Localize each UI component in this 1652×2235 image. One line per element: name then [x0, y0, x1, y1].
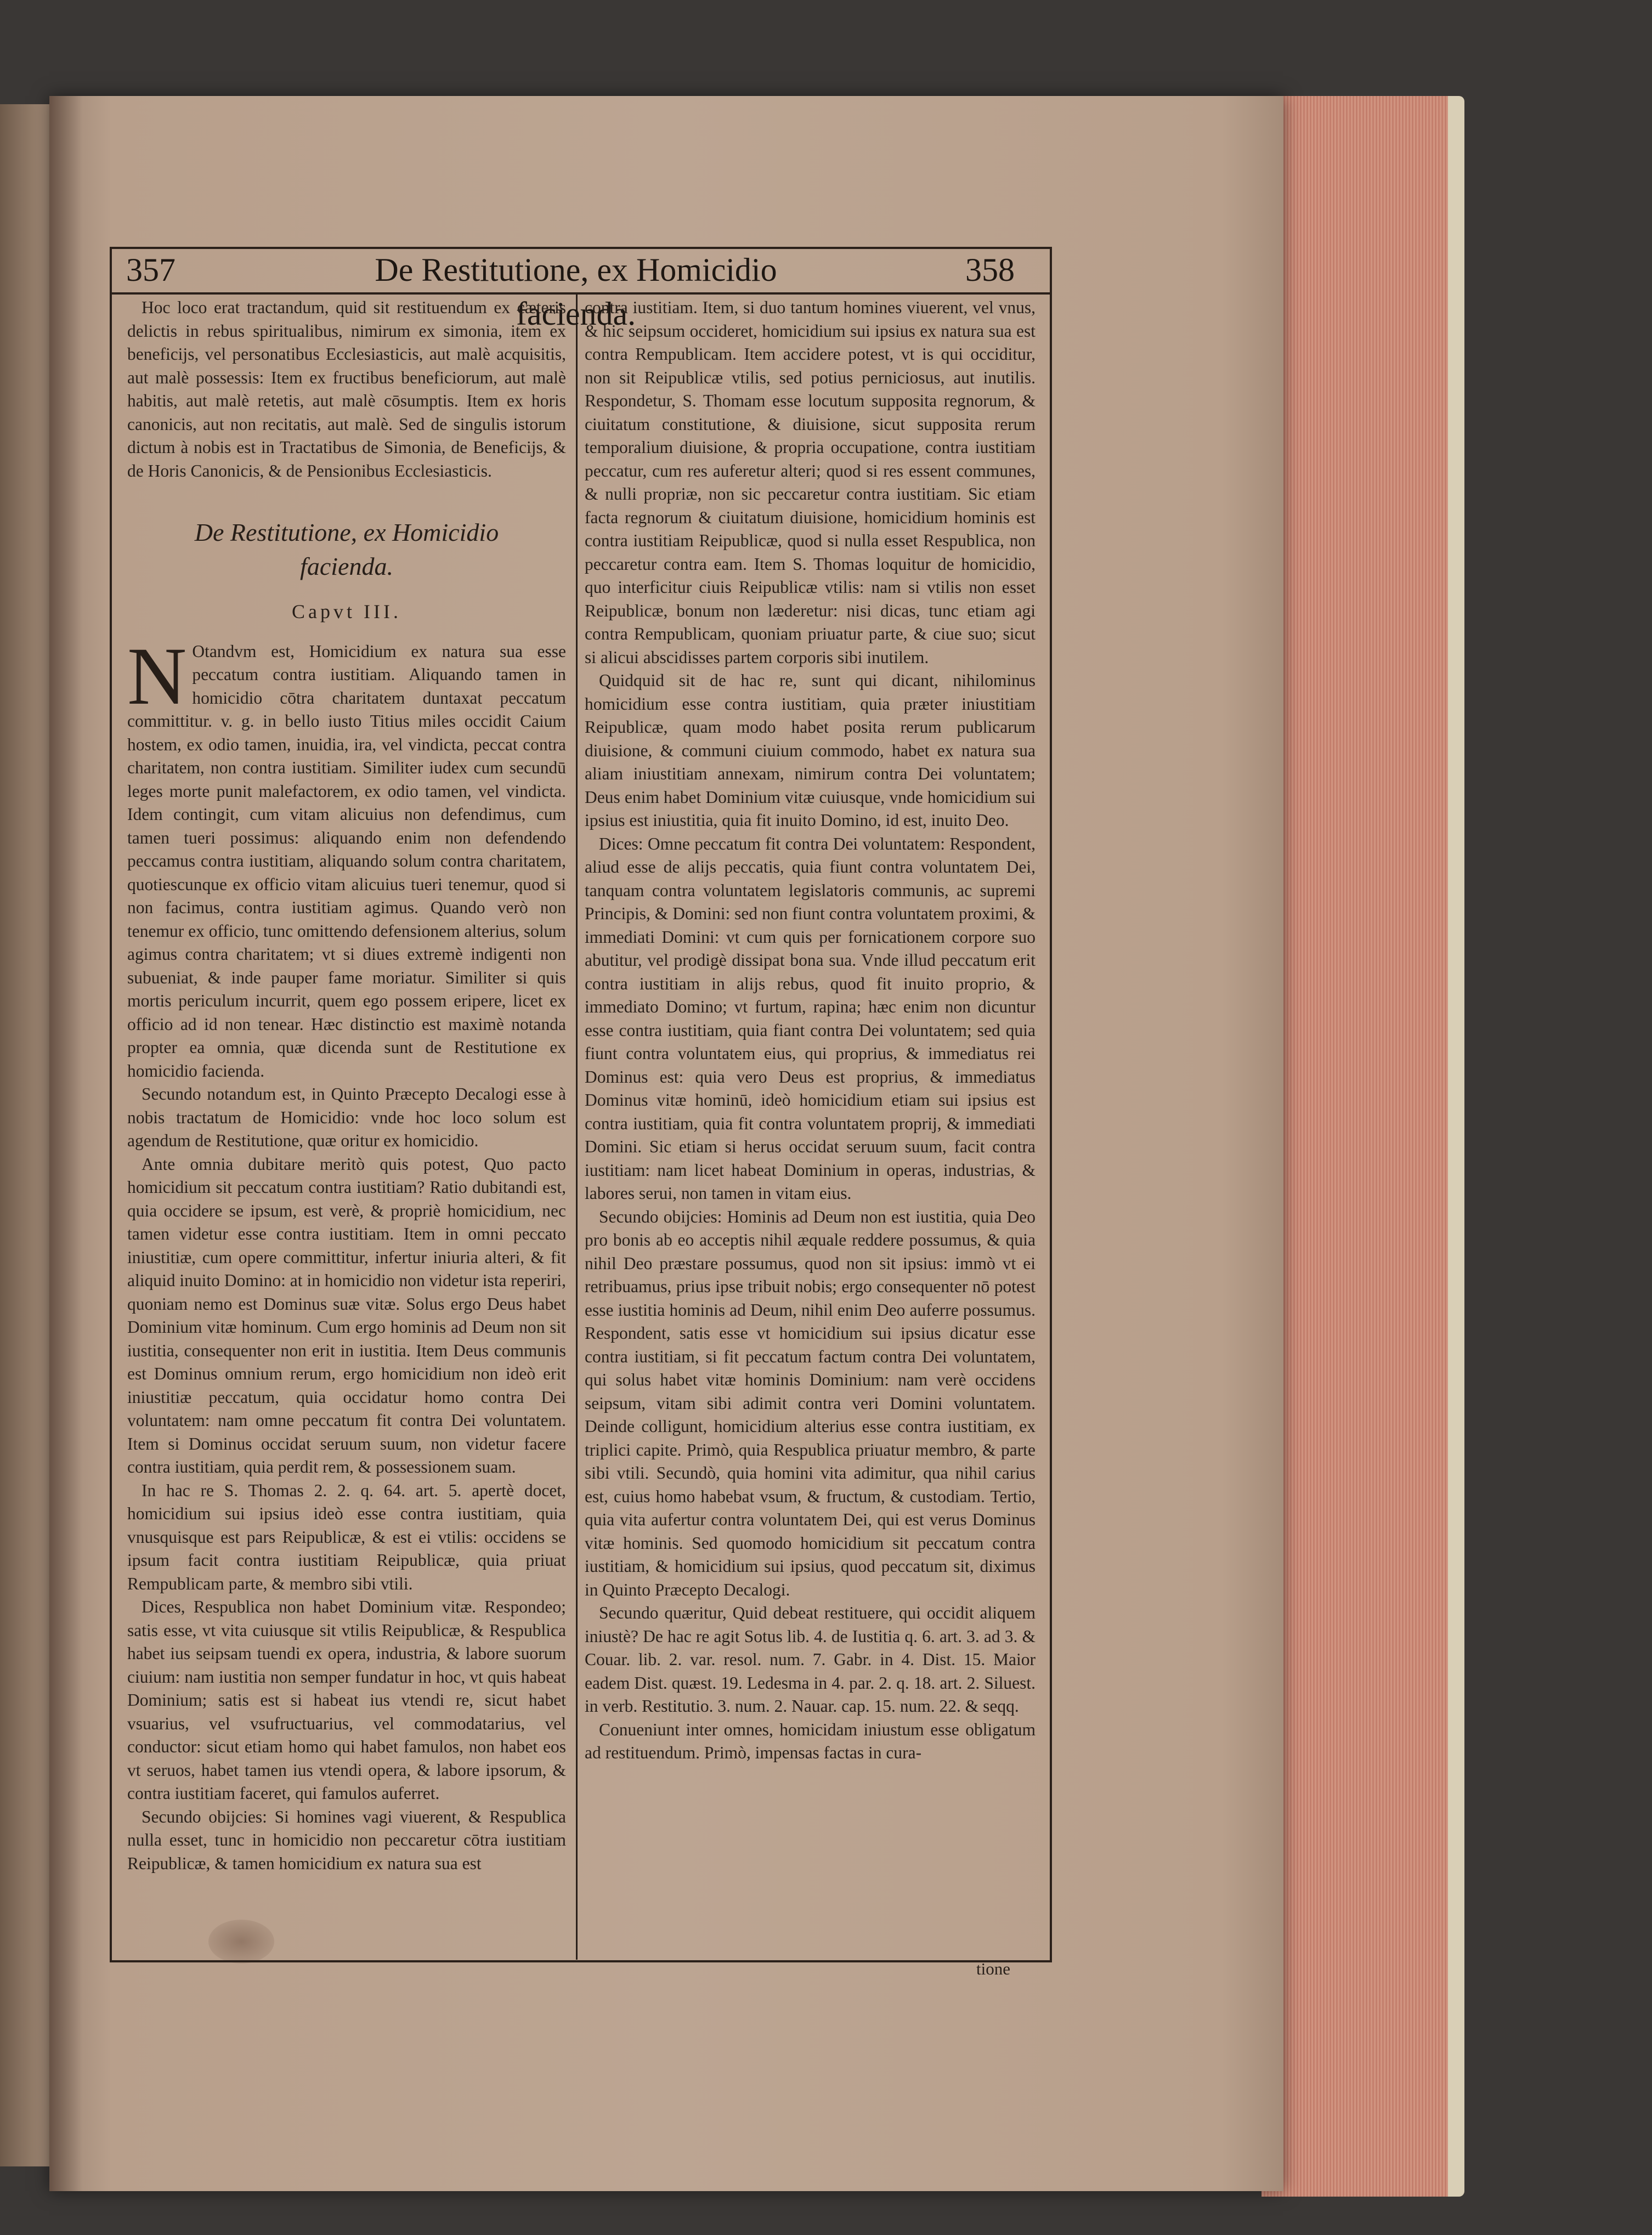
drop-cap: N: [127, 630, 187, 722]
right-column: [585, 296, 1036, 1953]
paragraph: Secundo quæritur, Quid debeat restituere, qui occidit aliquem iniustè? De hac re agit Sotus lib. 4. de Iustitia q. 6. art. 3. ad 3. & Couar. lib. 2. var. resol. num. 7. Gabr. in 4. Dist. 15. Maior eadem Dist. quæst. 19. Ledesma in 4. par. 2. q. 18. art. 2. Siluest. in verb. Restitutio. 3. num. 2. Nauar. cap. 15. num. 22. & seqq.: [585, 1603, 1036, 1716]
section-title: De Restitutione, ex Homicidio facienda.: [194, 518, 499, 580]
chapter-heading: Capvt III.: [292, 601, 401, 623]
catchword: tione: [976, 1959, 1010, 1978]
page-number-right: 358: [965, 252, 1015, 288]
paragraph: Secundo obijcies: Hominis ad Deum non est iustitia, quia Deo pro bonis ab eo acceptis nihil æquale reddere possumus, & quia nihil Deo præstare possumus, quod non sit ipsius: immò vt ei retribuamus, prius ipse tribuit nobis; ergo consequenter nō potest esse iustitia hominis ad Deum, nihil enim Deo auferre possumus. Respondent, satis esse vt homicidium sui ipsius dicatur esse contra iustitiam, si fit peccatum factum contra Dei voluntatem, qui solus habet vitæ hominis Dominium: nam verè occidens seipsum, vitam sibi adimit contra veri Domini voluntatem. Deinde colligunt, homicidium alterius esse contra iustitiam, ex triplici capite. Primò, quia Respublica priuatur membro, & parte sibi vtili. Secundò, quia homini vita adimitur, qua nihil carius est, cuius homo habebat vsum, & fructum, & custodiam. Tertio, quia vita aufertur contra voluntatem Dei, qui est verus Dominus vitæ hominis. Sed quomodo homicidium sit peccatum contra iustitiam, & homicidium sui ipsius, quod peccatum sit, diximus in Quinto Præcepto Decalogi.: [585, 1207, 1036, 1599]
intro-paragraph: Hoc loco erat tractandum, quid sit restituendum ex cæteris delictis in rebus spiritualibus, nimirum ex simonia, item ex beneficijs, vel personatibus Ecclesiasticis, aut malè acquisitis, aut malè possessis: Item ex fructibus beneficiorum, aut malè habitis, aut malè retetis, aut malè cōsumptis. Item ex horis canonicis, aut non recitatis, aut malè. Sed de singulis istorum dictum à nobis est in Tractatibus de Simonia, de Beneficijs, & de Horis Canonicis, & de Pensionibus Ecclesiasticis.: [127, 298, 566, 480]
paragraph: contra iustitiam. Item, si duo tantum homines viuerent, vel vnus, & hic seipsum occideret, homicidium sui ipsius ex natura sua est contra Rempublicam. Item accidere potest, vt is qui occiditur, non sit Reipublicæ vtilis, sed potius perniciosus, aut inutilis. Respondetur, S. Thomam esse locutum supposita regnorum, & ciuitatum constitutione, & diuisione, sicut supposita rerum temporalium diuisione, & propria occupatione, contra iustitiam peccatur, cum res auferetur alteri; quod si res essent communes, & nulli propriæ, non sic peccaretur contra iustitiam. Sic etiam facta regnorum & ciuitatum diuisione, homicidium hominis est contra iustitiam Reipublicæ, quod si nulla esset Respublica, non peccaretur contra eam. Item S. Thomas loquitur de homicidio, quo interficitur ciuis Reipublicæ vtilis: nam si vtilis non esset Reipublicæ, bonum non læderetur: nisi dicas, tunc etiam agi contra Rempublicam, quoniam priuatur parte, & ciue suo; sicut si alicui abscidisses partem corporis sibi inutilem.: [585, 298, 1036, 667]
page-number-left: 357: [126, 252, 176, 288]
paragraph: Dices, Respublica non habet Dominium vitæ. Respondeo; satis esse, vt vita cuiusque sit vtilis Reipublicæ, & Respublica habet ius seipsam tuendi ex opera, industria, & labore suorum ciuium: nam iustitia non semper fundatur in hoc, vt quis habeat Dominium; satis est si habeat ius vtendi re, sicut habet vsuarius, vel vsufructuarius, vel commodatarius, vel conductor: sicut etiam homo qui habet famulos, non habet eos vt seruos, habet tamen ius vtendi opera, & labore ipsorum, & contra iustitiam faceret, qui famulos auferret.: [127, 1597, 566, 1803]
page-edges-red: [1261, 96, 1464, 2197]
column-divider: [576, 292, 578, 1960]
running-head: De Restitutione, ex Homicidio facienda.: [375, 252, 777, 332]
paragraph: Dices: Omne peccatum fit contra Dei voluntatem: Respondent, aliud esse de alijs peccatis, quia fiunt contra voluntatem Dei, tanquam contra voluntatem legislatoris communis, ac supremi Principis, & Domini: sed non fiunt contra voluntatem proximi, & immediati Domini: vt cum quis per fornicationem corpore suo abutitur, vel prodigè dissipat bona sua. Vnde illud peccatum erit contra iustitiam in alijs rebus, quod fit inuito proprio, & immediato Domino; vt furtum, rapina; hæc enim non dicuntur esse contra iustitiam, quia fiant contra Dei voluntatem; sed quia fiunt contra voluntatem eius, qui proprius, & immediatus rei Dominus est: quia vero Deus est proprius, & immediatus Dominus vitæ hominū, ideò homicidium etiam sui ipsius est contra iustitiam, quia fit contra voluntatem proprij, & immediati Domini. Sic etiam si herus occidat seruum suum, facit contra iustitiam: nam licet habeat Dominium in operas, industrias, & labores serui, non tamen in vitam eius.: [585, 834, 1036, 1203]
paragraph: Secundo notandum est, in Quinto Præcepto Decalogi esse à nobis tractatum de Homicidio: vnde hoc loco solum est agendum de Restitutione, quæ oritur ex homicidio.: [127, 1084, 566, 1150]
paragraph: Quidquid sit de hac re, sunt qui dicant, nihilominus homicidium esse contra iustitiam, quia præter iniustitiam Reipublicæ, quam modo habet posita rerum publicarum diuisione, & communi ciuium commodo, habet ex natura sua aliam iniustitiam annexam, nimirum contra Dei voluntatem; Deus enim habet Dominium vitæ cuiusque, vnde homicidium sui ipsius est iniustitia, quia fit inuito Domino, id est, inuito Deo.: [585, 671, 1036, 830]
left-column: [127, 296, 566, 1953]
paragraph: Otandvm est, Homicidium ex natura sua esse peccatum contra iustitiam. Aliquando tamen in homicidio cōtra charitatem duntaxat peccatum committitur. v. g. in bello iusto Titius miles occidit Caium hostem, ex odio tamen, inuidia, ira, vel vindicta, peccat contra charitatem, non contra iustitiam. Similiter iudex cum secundū leges morte punit malefactorem, ex odio tamen, vel vindicta. Idem contingit, cum vitam alicuius non defendimus, cum tamen tueri possimus: aliquando enim non defendendo peccamus contra iustitiam, aliquando solum contra charitatem, quotiescunque ex officio vitam alicuius tueri tenemur, quod si non facimus, contra iustitiam agimus. Quando verò non tenemur ex officio, tunc omittendo defensionem alterius, solum agimus contra charitatem; vt si diues extremè indigenti non subueniat, & inde pauper fame moriatur. Similiter si quis mortis periculum incurrit, quem ego possem eripere, licet ex officio ad id non tenear. Hæc distinctio est maximè notanda propter ea omnia, quæ dicenda sunt de Restitutione ex homicidio facienda.: [127, 641, 566, 1080]
paragraph: Secundo obijcies: Si homines vagi viuerent, & Respublica nulla esset, tunc in homicidio non peccaretur cōtra iustitiam Reipublicæ, & tamen homicidium ex natura sua est: [127, 1807, 566, 1873]
spine-shadow: [49, 96, 82, 2191]
paragraph: Conueniunt inter omnes, homicidam iniustum esse obligatum ad restituendum. Primò, impensas factas in cura-: [585, 1719, 1036, 1762]
paragraph: In hac re S. Thomas 2. 2. q. 64. art. 5. apertè docet, homicidium sui ipsius ideò esse contra iustitiam, quia vnusquisque est pars Reipublicæ, & est ei vtilis: occidens se ipsum facit contra iustitiam Reipublicæ, quia priuat Rempublicam parte, & membro sibi vtili.: [127, 1480, 566, 1593]
paragraph: Ante omnia dubitare meritò quis potest, Quo pacto homicidium sit peccatum contra iustitiam? Ratio dubitandi est, quia occidere se ipsum, est verè, & propriè homicidium, nec tamen videtur esse contra iustitiam. Item in omni peccato iniustitiæ, cum opere committitur, infertur iniuria alteri, & fit aliquid inuito Domino: at in homicidio non videtur ista reperiri, quoniam nemo est Dominus suæ vitæ. Solus ergo Deus habet Dominium vitæ hominum. Cum ergo hominis ad Deum non sit iustitia, consequenter non erit in iustitia. Item Deus communis est Dominus omnium rerum, ergo homicidium non ideò erit iniustitiæ peccatum, quia occidatur homo contra Dei voluntatem: nam omne peccatum fit contra Dei voluntatem. Item si Dominus occidat seruum suum, non videtur facere contra iustitiam, quia perdit rem, & possessionem suam.: [127, 1154, 566, 1476]
